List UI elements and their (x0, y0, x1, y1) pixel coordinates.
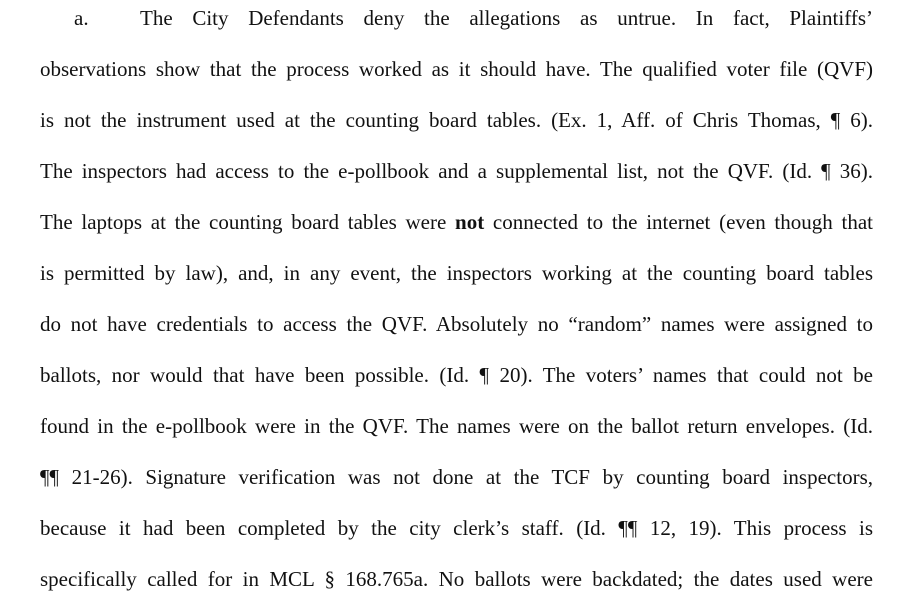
text-line (40, 207, 873, 237)
line-text: connected to the internet (even though that (484, 210, 873, 234)
text-line: is not the instrument used at the counting board tables. (Ex. 1, Aff. of Chris Thomas, ¶ 6). (40, 108, 873, 132)
text-line: The inspectors had access to the e-pollbook and a supplemental list, not the QVF. (Id. ¶ 36). (40, 159, 873, 183)
text-line (74, 3, 873, 33)
text-line: do not have credentials to access the QVF. Absolutely no “random” names were assigned to (40, 312, 873, 336)
text-line: because it had been completed by the city clerk’s staff. (Id. ¶¶ 12, 19). This process is (40, 516, 873, 540)
emphasized-word: not (455, 210, 485, 234)
text-line: ballots, nor would that have been possible. (Id. ¶ 20). The voters’ names that could not be (40, 363, 873, 387)
paragraph-marker: a. (74, 6, 89, 30)
text-line: is permitted by law), and, in any event, the inspectors working at the counting board tables (40, 261, 873, 285)
text-line: found in the e-pollbook were in the QVF. The names were on the ballot return envelopes. (Id. (40, 414, 873, 438)
text-line: observations show that the process worked as it should have. The qualified voter file (QVF) (40, 57, 873, 81)
line-text: The laptops at the counting board tables were (40, 210, 456, 234)
line-text: The City Defendants deny the allegations as untrue. In fact, Plaintiffs’ (140, 6, 873, 30)
text-line: specifically called for in MCL § 168.765a. No ballots were backdated; the dates used were (40, 567, 873, 591)
text-line: ¶¶ 21-26). Signature verification was not done at the TCF by counting board inspectors, (40, 465, 873, 489)
